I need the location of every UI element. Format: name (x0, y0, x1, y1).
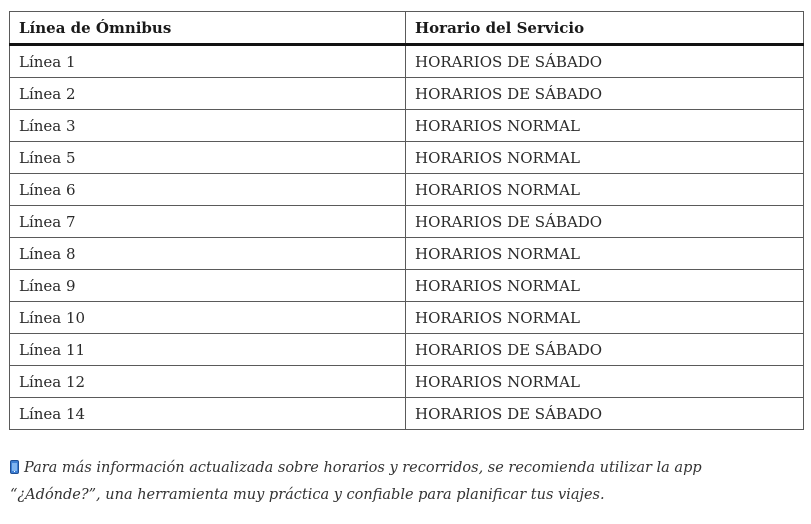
bus-line-cell: Línea 7 (10, 206, 406, 238)
bus-line-cell: Línea 8 (10, 238, 406, 270)
bus-line-cell: Línea 9 (10, 270, 406, 302)
table-row (10, 174, 804, 206)
schedule-cell: HORARIOS NORMAL (406, 174, 804, 206)
bus-line-cell: Línea 1 (10, 45, 406, 78)
table-row (10, 238, 804, 270)
mobile-phone-icon (10, 460, 19, 474)
table-header-row (10, 12, 804, 45)
bus-schedule-table (9, 11, 804, 430)
info-note-line-2 (10, 482, 800, 509)
bus-line-cell: Línea 10 (10, 302, 406, 334)
table-row (10, 78, 804, 110)
schedule-cell: HORARIOS NORMAL (406, 238, 804, 270)
schedule-cell: HORARIOS DE SÁBADO (406, 45, 804, 78)
bus-line-cell: Línea 14 (10, 398, 406, 430)
schedule-cell: HORARIOS NORMAL (406, 270, 804, 302)
column-header-bus-line: Línea de Ómnibus (10, 12, 406, 45)
info-note-text-1: Para más información actualizada sobre horarios y recorridos, se recomienda utilizar la app (24, 460, 702, 476)
column-header-service-schedule: Horario del Servicio (406, 12, 804, 45)
table-row (10, 366, 804, 398)
table-row (10, 142, 804, 174)
info-note (10, 455, 800, 509)
table-row (10, 302, 804, 334)
table-row (10, 398, 804, 430)
schedule-cell: HORARIOS NORMAL (406, 366, 804, 398)
schedule-cell: HORARIOS DE SÁBADO (406, 78, 804, 110)
info-note-text-2: “¿Adónde?”, una herramienta muy práctica y confiable para planificar tus viajes. (10, 487, 605, 503)
bus-line-cell: Línea 12 (10, 366, 406, 398)
bus-line-cell: Línea 2 (10, 78, 406, 110)
table-row (10, 270, 804, 302)
schedule-cell: HORARIOS DE SÁBADO (406, 334, 804, 366)
bus-line-cell: Línea 11 (10, 334, 406, 366)
table-row (10, 206, 804, 238)
schedule-cell: HORARIOS DE SÁBADO (406, 398, 804, 430)
bus-line-cell: Línea 3 (10, 110, 406, 142)
table-row (10, 45, 804, 78)
bus-line-cell: Línea 6 (10, 174, 406, 206)
schedule-cell: HORARIOS NORMAL (406, 142, 804, 174)
table-row (10, 334, 804, 366)
schedule-cell: HORARIOS DE SÁBADO (406, 206, 804, 238)
schedule-cell: HORARIOS NORMAL (406, 302, 804, 334)
table-row (10, 110, 804, 142)
bus-line-cell: Línea 5 (10, 142, 406, 174)
schedule-cell: HORARIOS NORMAL (406, 110, 804, 142)
info-note-line-1 (10, 455, 800, 482)
